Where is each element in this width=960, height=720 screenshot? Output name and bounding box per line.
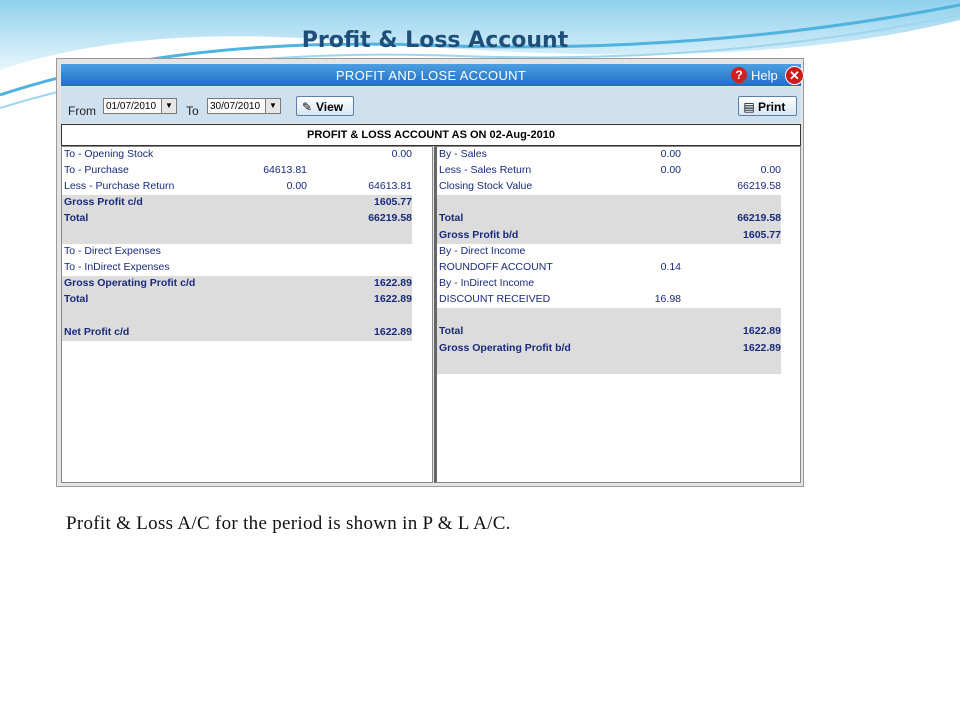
row-label: Total [64,212,89,224]
printer-icon: ▤ [743,100,755,114]
row-amount: 64613.81 [368,180,412,192]
table-row [437,276,781,292]
table-row [437,260,781,276]
row-label: Gross Operating Profit c/d [64,277,196,289]
row-amount: 0.00 [391,148,412,160]
close-icon[interactable]: ✕ [785,66,804,85]
row-label: By - Direct Income [439,245,526,257]
row-subamount: 0.00 [660,164,681,176]
to-label: To [186,104,199,118]
table-row [62,292,412,325]
row-label: Net Profit c/d [64,326,130,338]
table-row [62,195,412,211]
row-label: To - Opening Stock [64,148,154,160]
row-subamount: 0.14 [660,261,681,273]
from-date-field[interactable] [103,98,177,114]
row-amount: 1605.77 [743,229,781,241]
row-label: By - Sales [439,148,487,160]
row-label: Total [439,212,464,224]
table-row [437,308,781,341]
table-row [437,163,781,179]
row-subamount: 0.00 [286,180,307,192]
row-amount: 0.00 [760,164,781,176]
table-row [62,325,412,341]
row-label: Gross Profit c/d [64,196,143,208]
row-label: To - Purchase [64,164,129,176]
filter-toolbar [61,87,801,123]
credit-panel [434,146,801,483]
row-label: By - InDirect Income [439,277,535,289]
row-label: Gross Profit b/d [439,229,519,241]
table-row [437,244,781,260]
row-amount: 1622.89 [374,326,412,338]
row-amount: 1622.89 [743,325,781,337]
row-amount: 1605.77 [374,196,412,208]
row-label: DISCOUNT RECEIVED [439,293,551,305]
view-button[interactable] [296,96,354,116]
row-label: Less - Purchase Return [64,180,175,192]
table-row [437,195,781,228]
table-row [62,244,412,260]
slide-title: Profit & Loss Account [301,28,569,53]
help-icon[interactable]: ? [731,67,747,83]
from-label: From [68,104,96,118]
chevron-down-icon[interactable]: ▼ [265,99,280,113]
table-row [437,228,781,244]
row-amount: 66219.58 [737,212,781,224]
report-title: PROFIT & LOSS ACCOUNT AS ON 02-Aug-2010 [61,124,801,146]
row-label: Closing Stock Value [439,180,533,192]
row-label: Total [64,293,89,305]
view-button-label: View [316,100,344,114]
view-icon: ✎ [301,100,313,114]
table-row [437,147,781,163]
row-amount: 1622.89 [374,277,412,289]
row-label: To - InDirect Expenses [64,261,170,273]
row-label: Total [439,325,464,337]
print-button[interactable] [738,96,797,116]
table-row [62,179,412,195]
row-label: To - Direct Expenses [64,245,161,257]
slide-caption: Profit & Loss A/C for the period is shown in P & L A/C. [66,513,511,534]
row-subamount: 0.00 [660,148,681,160]
row-label: ROUNDOFF ACCOUNT [439,261,553,273]
debit-panel [61,146,433,483]
table-row [62,260,412,276]
row-subamount: 64613.81 [263,164,307,176]
help-link[interactable]: Help [751,68,778,83]
table-row [437,292,781,308]
table-row [437,179,781,195]
table-row [62,163,412,179]
row-subamount: 16.98 [654,293,681,305]
chevron-down-icon[interactable]: ▼ [161,99,176,113]
from-date-value: 01/07/2010 [106,101,157,112]
table-row [437,341,781,374]
row-amount: 1622.89 [374,293,412,305]
window-titlebar [61,64,801,86]
row-amount: 66219.58 [368,212,412,224]
row-label: Less - Sales Return [439,164,532,176]
to-date-field[interactable] [207,98,281,114]
row-label: Gross Operating Profit b/d [439,342,571,354]
row-amount: 66219.58 [737,180,781,192]
to-date-value: 30/07/2010 [210,101,261,112]
window-title: PROFIT AND LOSE ACCOUNT [335,68,527,83]
table-row [62,276,412,292]
table-row [62,211,412,244]
profit-loss-window [56,58,804,487]
row-amount: 1622.89 [743,342,781,354]
table-row [62,147,412,163]
print-button-label: Print [758,100,786,114]
